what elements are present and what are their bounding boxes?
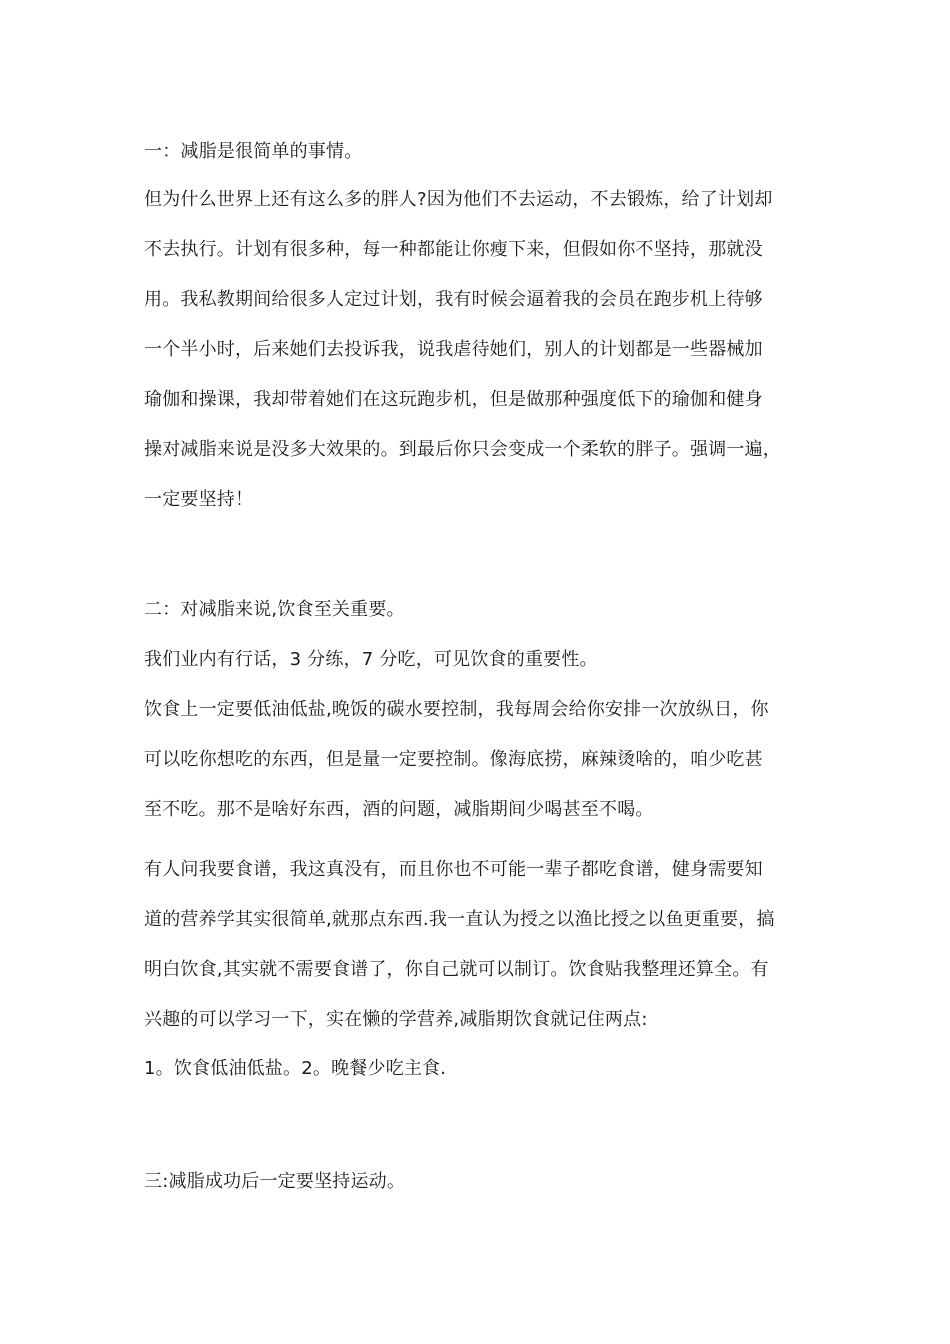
- section-2-text-line: 1。饮食低油低盐。2。晚餐少吃主食.: [144, 1058, 447, 1079]
- section-1-text-line: 但为什么世界上还有这么多的胖人?因为他们不去运动，不去锻炼，给了计划却: [144, 189, 773, 210]
- section-2-text-line: 至不吃。那不是啥好东西，酒的问题，减脂期间少喝甚至不喝。: [144, 799, 654, 820]
- section-2-text-line: 兴趣的可以学习一下，实在懒的学营养,减脂期饮食就记住两点:: [144, 1009, 648, 1030]
- section-1-text-line: 不去执行。计划有很多种，每一种都能让你瘦下来，但假如你不坚持，那就没: [144, 239, 763, 260]
- section-1-text-line: 用。我私教期间给很多人定过计划，我有时候会逼着我的会员在跑步机上待够: [144, 289, 763, 310]
- section-2-text-line: 有人问我要食谱，我这真没有，而且你也不可能一辈子都吃食谱，健身需要知: [144, 859, 763, 880]
- section-2-text-line: 可以吃你想吃的东西，但是量一定要控制。像海底捞，麻辣烫啥的，咱少吃甚: [144, 749, 763, 770]
- section-2-heading: 二：对减脂来说,饮食至关重要。: [144, 599, 405, 620]
- section-1-text-line: 一个半小时，后来她们去投诉我，说我虐待她们，别人的计划都是一些器械加: [144, 339, 763, 360]
- section-2-text-line: 饮食上一定要低油低盐,晚饭的碳水要控制，我每周会给你安排一次放纵日，你: [144, 699, 769, 720]
- section-1-text-line: 一定要坚持！: [144, 489, 254, 510]
- section-3-heading: 三:减脂成功后一定要坚持运动。: [144, 1171, 406, 1192]
- section-2-text-line: 我们业内有行话，3 分练，7 分吃，可见饮食的重要性。: [144, 649, 598, 670]
- section-1-heading: 一：减脂是很简单的事情。: [144, 141, 363, 162]
- section-2-text-line: 明白饮食,其实就不需要食谱了，你自己就可以制订。饮食贴我整理还算全。有: [144, 959, 769, 980]
- section-1-text-line: 操对减脂来说是没多大效果的。到最后你只会变成一个柔软的胖子。强调一遍，: [144, 439, 781, 460]
- section-2-text-line: 道的营养学其实很简单,就那点东西.我一直认为授之以渔比授之以鱼更重要，搞: [144, 909, 775, 930]
- section-1-text-line: 瑜伽和操课，我却带着她们在这玩跑步机，但是做那种强度低下的瑜伽和健身: [144, 389, 763, 410]
